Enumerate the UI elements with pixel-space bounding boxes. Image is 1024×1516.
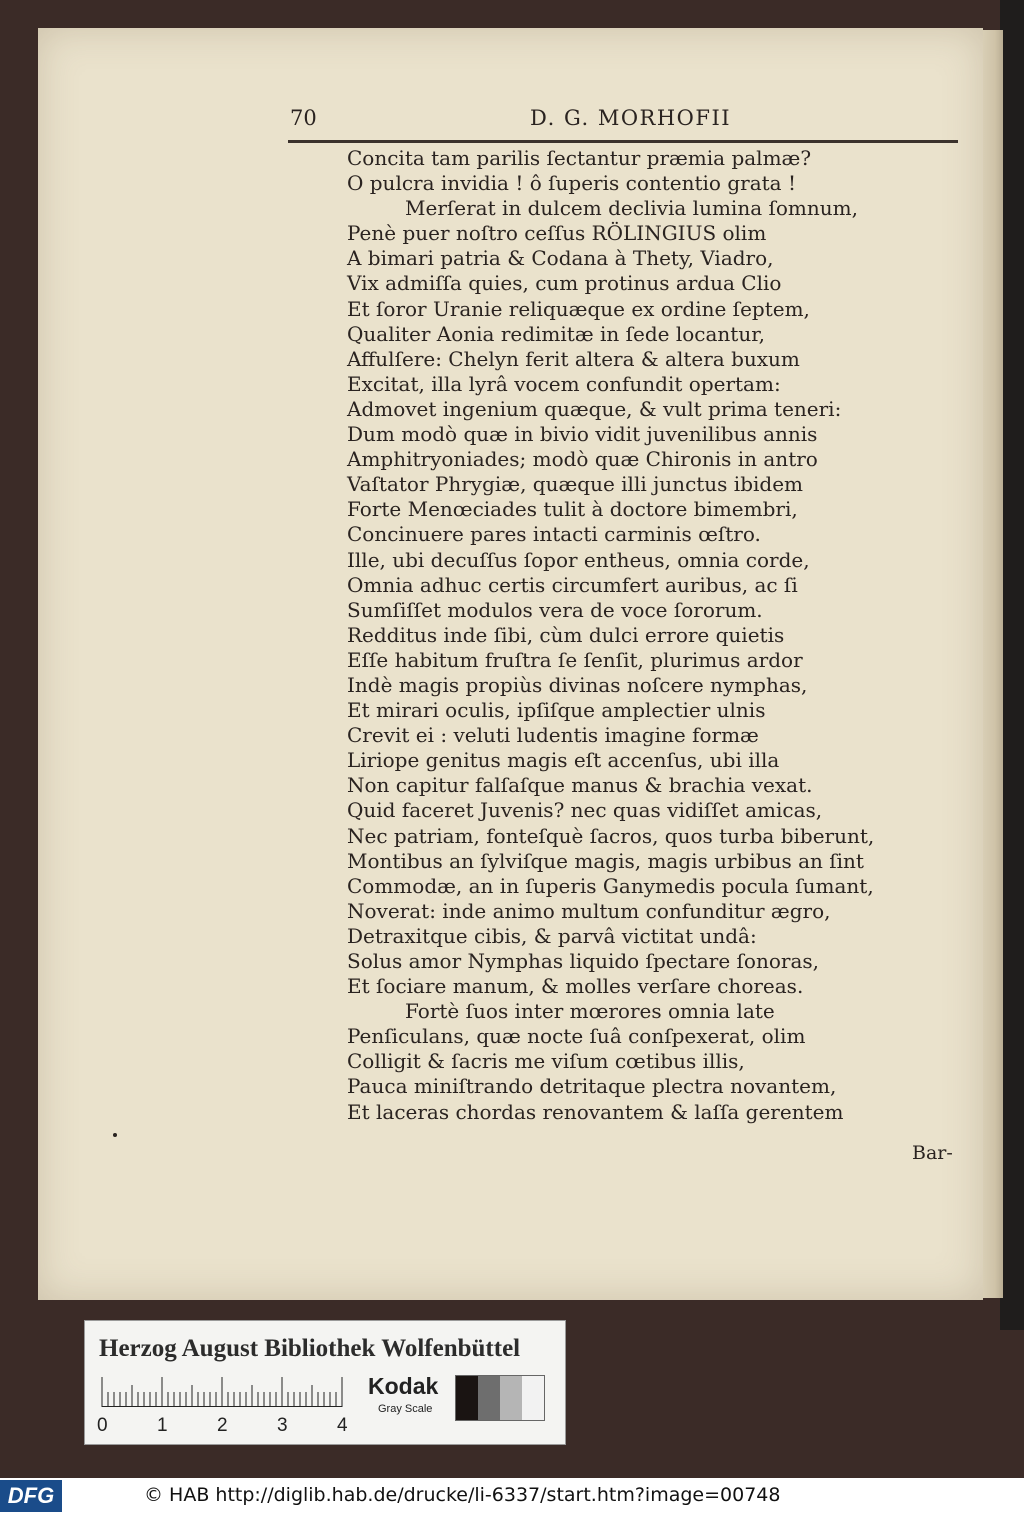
poem-line: Affulſere: Chelyn ferit altera & altera buxum [347, 346, 800, 371]
poem-line: Admovet ingenium quæque, & vult prima teneri: [347, 396, 842, 421]
ruler-number: 3 [277, 1415, 288, 1436]
catchword: Bar- [912, 1142, 953, 1164]
gray-swatches [455, 1375, 545, 1421]
poem-line: Pauca miniſtrando detritaque plectra novantem, [347, 1074, 837, 1099]
poem-line: Redditus inde ſibi, cùm dulci errore quietis [347, 622, 785, 647]
poem-line: Penè puer noſtro ceſſus RÖLINGIUS olim [347, 221, 767, 246]
poem-line: A bimari patria & Codana à Thety, Viadro, [347, 246, 774, 271]
ruler-number: 2 [217, 1415, 228, 1436]
poem-line: Indè magis propiùs divinas noſcere nymphas, [347, 672, 808, 697]
poem-line: Crevit ei : veluti ludentis imagine formæ [347, 723, 759, 748]
poem-line: Noverat: inde animo multum confunditur ægro, [347, 898, 831, 923]
poem-line: Concinuere pares intacti carminis œſtro. [347, 522, 761, 547]
poem-line: Penſiculans, quæ nocte ſuâ conſpexerat, olim [347, 1024, 806, 1049]
kodak-logo: Kodak [368, 1373, 439, 1399]
page-edge [983, 30, 1003, 1298]
poem-line: Vix admiſſa quies, cum protinus ardua Clio [347, 271, 782, 296]
poem-line: Quid faceret Juvenis? nec quas vidiſſet amicas, [347, 798, 823, 823]
ruler-number: 0 [97, 1415, 108, 1436]
poem-line: Solus amor Nymphas liquido ſpectare ſonoras, [347, 949, 819, 973]
ruler-number: 4 [337, 1415, 348, 1436]
page-header [290, 106, 960, 138]
gray-swatch [478, 1376, 500, 1420]
poem-line: Et ſoror Uranie reliquæque ex ordine ſeptem, [347, 296, 810, 321]
poem-text [347, 146, 887, 1125]
gray-swatch [456, 1376, 478, 1420]
poem-line: Excitat, illa lyrâ vocem confundit opertam: [347, 371, 781, 396]
poem-line: Omnia adhuc certis circumfert auribus, ac ſi [347, 572, 798, 597]
poem-line: Non capitur falſaſque manus & brachia vexat. [347, 773, 813, 798]
poem-line: Commodæ, an in ſuperis Ganymedis pocula ſumant, [347, 873, 874, 898]
poem-line: O pulcra invidia ! ô ſuperis contentio grata ! [347, 171, 796, 196]
ruler-numbers [95, 1415, 355, 1439]
poem-line: Detraxitque cibis, & parvâ victitat undâ: [347, 923, 757, 948]
poem-line: Liriope genitus magis eſt accenſus, ubi illa [347, 748, 780, 773]
gray-swatch [522, 1376, 544, 1420]
gray-swatch [500, 1376, 522, 1420]
color-target-card [84, 1320, 566, 1445]
poem-line: Merſerat in dulcem declivia lumina ſomnum, [405, 196, 858, 221]
poem-line: Colligit & ſacris me viſum cœtibus illis, [347, 1049, 745, 1074]
institution-name: Herzog August Bibliothek Wolfenbüttel [99, 1335, 521, 1362]
poem-line: Qualiter Aonia redimitæ in ſede locantur, [347, 321, 765, 346]
page-number: 70 [290, 106, 317, 130]
poem-line: Et mirari oculis, ipſiſque amplectier ulnis [347, 698, 766, 723]
margin-mark [113, 1133, 117, 1137]
running-title: D. G. MORHOFII [530, 106, 732, 130]
gray-scale-label: Gray Scale [378, 1403, 433, 1415]
poem-line: Et laceras chordas renovantem & laſſa gerentem [347, 1099, 844, 1124]
poem-line: Et ſociare manum, & molles verſare choreas. [347, 974, 804, 999]
ruler-number: 1 [157, 1415, 168, 1436]
scan-right-strip [1000, 0, 1024, 1330]
poem-line: Nec patriam, fonteſquè ſacros, quos turba biberunt, [347, 823, 875, 848]
poem-line: Eſſe habitum fruſtra ſe ſenſit, plurimus ardor [347, 647, 803, 672]
poem-line: Concita tam parilis ſectantur præmia palmæ? [347, 146, 812, 170]
poem-line: Forte Menœciades tulit à doctore bimembri, [347, 497, 798, 522]
copyright-link[interactable]: © HAB http://diglib.hab.de/drucke/li-6337/start.htm?image=00748 [144, 1484, 781, 1506]
dfg-logo: DFG [0, 1480, 62, 1512]
poem-line: Dum modò quæ in bivio vidit juvenilibus annis [347, 422, 818, 447]
footer-bar [0, 1478, 1024, 1516]
header-rule [288, 140, 958, 143]
poem-line: Sumſiſſet modulos vera de voce ſororum. [347, 597, 763, 622]
poem-line: Ille, ubi decuſſus ſopor entheus, omnia corde, [347, 547, 810, 572]
poem-line: Fortè ſuos inter mœrores omnia late [405, 999, 775, 1024]
poem-line: Vaſtator Phrygiæ, quæque illi junctus ibidem [347, 472, 804, 497]
ruler-scale [99, 1377, 349, 1407]
poem-line: Montibus an ſylviſque magis, magis urbibus an ſint [347, 848, 864, 873]
poem-line: Amphitryoniades; modò quæ Chironis in antro [347, 447, 818, 472]
